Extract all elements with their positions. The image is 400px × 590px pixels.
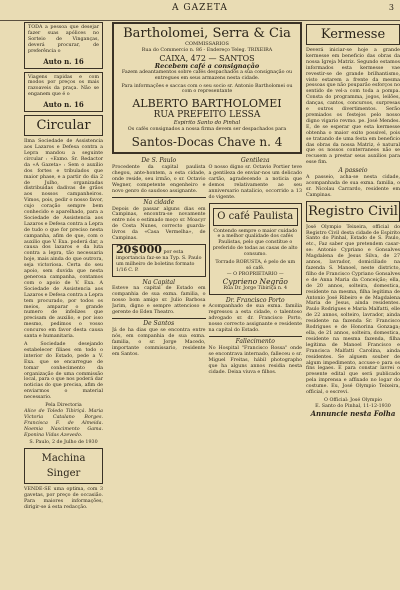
registro-sign: O Official: José Olympio <box>324 397 382 403</box>
auto-ad-1-text: TODA a pessoa que desejar fazer suas apólices no Sorteio de Vinganças, deverá procurar, de preferência o <box>28 25 99 54</box>
franciso-body: Acompanhado de sua exma. familia regressou a esta cidade, o talentoso advogado sr. dr. Francisco Porto, nosso correcto assignante e residente na capital do Estado. <box>208 304 302 334</box>
divider <box>209 336 303 337</box>
circular-heading: Circular <box>24 115 103 136</box>
sp-body: Procedente da capital paulista chegou, ante-hontem, a esta cidade, onde reside, seu irmão, o sr. Octavio Wegner, competente engenheiro e novo genro do saudoso assignante. <box>112 165 206 194</box>
singer-heading: Machina Singer <box>24 448 103 484</box>
cafe-body: Contendo sempre o maior cuidado e a melhor qualidade dos cafés Paulistas, pelo que constitue o preferido de todas as casas de alto consumo. <box>212 228 298 258</box>
bartholomei-ad <box>112 22 302 154</box>
ad-name: ALBERTO BARTHOLOMEI <box>132 97 282 111</box>
ad-dest: Santos-Docas Chave n. 4 <box>131 135 283 150</box>
column-right <box>306 22 400 590</box>
middle-left <box>112 157 206 377</box>
middle-split <box>112 157 302 377</box>
cafe-name: O café Paulista <box>213 208 299 226</box>
cafe-robusta: Torrado ROBUSTA, é pelo de um só café. <box>215 260 296 271</box>
ad-street: RUA PREFEITO LESSA <box>153 110 261 121</box>
singer-body: VENDE-SE uma optima, com 3 gavetas, por preço de occasião. Para maiores informações, dirigir-se á esta redacção. <box>24 487 103 511</box>
falec-body: No Hospital "Francisco Rossa" onde se encontrava internado, falleceu o sr. Miguel Freitas, hábil photographo que ha alguns annos residia nesta cidade. Deixa viuva e filhos. <box>208 345 302 375</box>
anuncios-heading: Annuncie nesta Folha <box>310 408 396 418</box>
registro-date: E. Santo do Pinhal, 11-12-1930 <box>315 403 391 409</box>
registro-heading: Registro Civil <box>306 201 400 222</box>
cafe-owner: Cyprieno Negrão <box>222 276 288 286</box>
ad-body: Fazem adeantamentos sobre cafés despachados a sua consignação ou entregues em seus armazens nesta cidade. <box>121 69 293 81</box>
capital-body: Esteve na capital de Estado em companhia de sua exma. familia, o nosso bom amigo sr. Julio Barbosa Jarim, digno e sempre attencioso e gerente do Eden Theatro. <box>112 286 206 316</box>
ad-caixa: CAIXA, 472 — SANTOS <box>159 53 255 63</box>
gentileza-heading: Gentileza <box>240 157 270 165</box>
lottery-text: por esta importancia faz-se na Typ. S. Paulo um milheiro de boletins formato 1/16 C. P. <box>116 249 202 273</box>
ad-title: Bartholomei, Serra & Cia <box>123 26 291 41</box>
cafe-prop: — O PROPRIETARIO — <box>226 271 284 277</box>
passeio-body: A passeio, acha-se nesta cidade, acompanhada de sua exma. familia, o sr. Nicolau Carrardo, residente em Campinas. <box>306 175 400 198</box>
masthead <box>0 0 400 21</box>
franciso-heading: Dr. Francisco Porto <box>225 296 285 304</box>
ad-info: Para informações e saccas com o seu socio sr. Antonio Bartholomei ou com o representante <box>121 83 293 95</box>
santos-heading: De Santos <box>143 320 175 327</box>
nacidade-body: Depois de passar alguns dias em Campinas, encontra-se novamente entre nós o estimado moço sr. Moacyr de Costa Nunes, correcto guarda-livros da «Casa Vermelha», de Campinas. <box>112 206 206 242</box>
auto-ad-2-text: Viagens rapidas e com modos por preços os mais razoaveis da praça. Não se enganem que é o <box>28 74 99 98</box>
auto-ad-1-label: Auto n. 16 <box>43 56 84 66</box>
lottery-ad <box>112 244 206 277</box>
kermesse-heading: Kermesse <box>306 24 400 45</box>
middle-right <box>209 157 303 377</box>
lottery-amount: 20$000 <box>116 242 162 256</box>
nacidade-heading: Na cidade <box>143 198 175 206</box>
gentileza-body: O nosso digno sr. Octavio Portier teve a gentileza de enviar-nos um delicado cartão, agradecendo a noticia que demos relativamente ao seu anniversario natalicio, occorrido a 13 do vigente. <box>208 165 302 200</box>
ad-cafes: Os cafés consignados a nossa firma devem ser despachados para <box>127 127 287 133</box>
newspaper-title: A GAZETA <box>172 3 228 13</box>
ad-consign: Recebem café a consignação <box>154 61 260 70</box>
cafe-ad <box>209 203 303 295</box>
column-middle <box>112 22 302 590</box>
falec-heading: Fallecimento <box>235 338 275 345</box>
circular-names: Alice de Toledo Tibiriçá. Maria Victoria Catalano Borges. Francisca F. de Almeida. Noemia Nascimento Gama. Eponina Vidas Azevedo. <box>24 408 103 438</box>
circular-body: Ilma Sociedade de Assistencia aos Lazaros e Defesa contra a Lepra mandou a seguinte circular : «Exmo. Sr. Redactor da «A Gazeta» : Sem o auxilio dos fortes e tribulados que maior phase, e a partir do dia 2 de Julho, organizadas distribuidas dadivas de grãos aos nossos campanheiros. Vimos, pois, pedir o nosso favor, cujo coração sempre bem conhecido e aparelhado, para a Sociedade de Assistencia aos Lazaros e Defesa contra a Lepra de tudo o que for preciso nesta campanha, afim de que, com o auxilio que V. Exa. poderá dar, a causa dos lazaros e da luta contra a lepra, tão necessaria hoje, mais ainda do que outrora, seja victoriosa. Certa do seu apoio, sem duvida que nesta generosa campanha, contamos com o apoio de V. Exa. A Sociedade de Assistencia aos Lazaros e Defesa contra a Lepra tem procurado, por todos os meios, amparar o grande numero de infelizes que precisam de auxilio, e por isso mesmo, pedimos o vosso concurso em favor desta causa santa e humanitaria. <box>24 139 103 340</box>
page-number: 3 <box>388 3 394 12</box>
auto-ad-2-label: Auto n. 16 <box>43 100 84 110</box>
registro-body: José Olympio Teixeira, official do Registro Civil desta cidade de Espirito Santo do Pinhal, Estado de S. Paulo, etc., Faz saber que pretendem casar-se: Antonio Cypriano e Gonsalves Magdalena de Jesus Silva, de 27 annos, lavrador, domiciliado na fazenda S. Manoel, neste districto, filho de Francisco Cypriano Gonsalves e de Anna Maria da Conceição; ella, de 20 annos, solteira, domestica, residente na mesma, filha legitima de Antonio José Ribeiro e de Magdalena Maria de Jesus, ainda residentes. Paulo Rodrigues e Maria Malfatti, elle de 22 annos, solteiro, lavrador, ainda residente na fazenda Sr. Francisco Rodrigues e de Honorina Gonzaga; ella, de 21 annos, solteira, domestica, residente na mesma fazenda, filha legitima de Manoel Francisco e Francisca Malfatti Carolina, ainda residentes. Se alguem souber de algum impedimento, accuse-o para os fins legaes. E para constar lavrei o presente edital que será publicado pela imprensa e affixado no logar do costume. Eu, José Olympio Teixeira, official, o escrevi. <box>306 224 400 396</box>
kermesse-body: Deverá iniciar-se hoje a grande kermesse em beneficio das obras da nossa Igreja Matriz. Segundo estamos informados esta kermesse vae revestir-se de grande brilhantismo, visto estarem a frente da mesma pessoas que não pouparão esforços no sentido de vel-a com toda a pompa. Consta do programma, jogos, leilões, danças, cantos, concursos, surpresas e outros divertimentos. Serão premiados os festejos pelo nosso digno vigario revmo. pe. José Mendes. E, de se esperar que esta kermesse obtenha o maior exito possivel, pois se tratando de uma festa em beneficio das obras da nossa Matriz, é natural que os nossos conterraneos não se recusem a prestar seus auxilios para esse fim. <box>306 48 400 166</box>
divider <box>112 318 206 319</box>
circular-date: S. Paulo, 2 de Julho de 1930 <box>29 440 98 446</box>
auto-ad-1 <box>24 22 103 69</box>
ad-address: Rua do Commercio n. 86 - Endereço Teleg. TRIXEIRA <box>141 47 273 53</box>
ad-sub: COMMISSARIOS <box>185 41 229 47</box>
ad-location: Espirito Santo do Pinhal <box>173 120 241 127</box>
circular-body-2: A Sociedade desejando estabelecer filiaes em todo o interior do Estado, pede a V. Exa. que se encarregue de tomar conhecimento da organização de uma commissão local, para o que nos poderá dar noticias do que precisa, afim de enviarmos o material necessario. <box>24 341 103 401</box>
column-left <box>24 22 103 590</box>
passeio-heading: A passeio <box>338 167 368 175</box>
auto-ad-2 <box>24 72 103 113</box>
sp-heading: De S. Paulo <box>141 157 177 165</box>
santos-body: Já de ha dias que se encontra entre nós, em companhia de sua exma. familia, o sr. Jorge Macedo, importante commissario, residente em Santos. <box>112 327 206 357</box>
cafe-address: Rua Dr. Jorge Tibiriçá n. 4 <box>223 285 288 291</box>
circular-sign: Pela Directoria <box>45 403 82 409</box>
divider <box>112 197 206 198</box>
capital-heading: Na Capital <box>142 278 176 286</box>
